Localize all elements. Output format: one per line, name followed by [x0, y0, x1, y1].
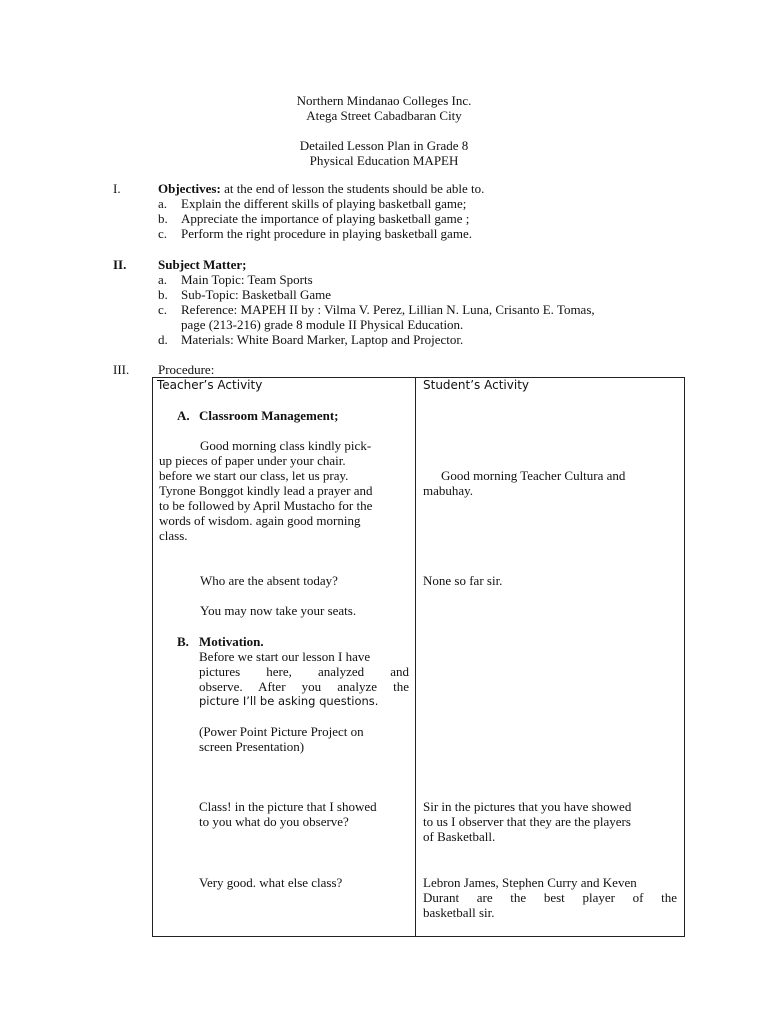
- section-b-title: Motivation.: [199, 634, 264, 649]
- motivation-line: Before we start our lesson I have: [199, 649, 371, 664]
- teacher-greeting-line: words of wisdom. again good morning: [159, 513, 361, 528]
- section-a-title: Classroom Management;: [199, 408, 339, 423]
- school-name: Northern Mindanao Colleges Inc.: [296, 93, 472, 108]
- subject-item-text: Main Topic: Team Sports: [181, 272, 313, 287]
- student-else-line: Durant are the best player of the: [423, 890, 677, 905]
- objectives-intro: at the end of lesson the students should be able to.: [220, 181, 485, 196]
- objective-item-text: Perform the right procedure in playing basketball game.: [181, 226, 472, 241]
- procedure-numeral: III.: [113, 362, 130, 377]
- student-observe-line: to us I observer that they are the players: [423, 814, 631, 829]
- student-absent-answer: None so far sir.: [423, 573, 503, 588]
- teacher-greeting-line: to be followed by April Mustacho for the: [159, 498, 373, 513]
- procedure-heading: Procedure:: [158, 362, 215, 377]
- objective-item-letter: a.: [158, 196, 168, 211]
- teacher-observe-line: Class! in the picture that I showed: [199, 799, 377, 814]
- subject-item-letter: a.: [158, 272, 168, 287]
- section-a-letter: A.: [177, 408, 190, 423]
- subject-matter-heading: Subject Matter;: [158, 257, 247, 272]
- student-observe-line: of Basketball.: [423, 829, 496, 844]
- subject-item-text: page (213-216) grade 8 module II Physical Education.: [181, 317, 464, 332]
- lesson-plan-subject: Physical Education MAPEH: [309, 153, 459, 168]
- teacher-greeting-line: up pieces of paper under your chair.: [159, 453, 346, 468]
- teacher-observe-line: to you what do you observe?: [199, 814, 349, 829]
- lesson-plan-title: Detailed Lesson Plan in Grade 8: [299, 138, 469, 153]
- teacher-activity-header: Teacher’s Activity: [157, 378, 263, 392]
- student-else-line: Lebron James, Stephen Curry and Keven: [423, 875, 637, 890]
- presentation-line: screen Presentation): [199, 739, 305, 754]
- objectives-numeral: I.: [113, 181, 121, 196]
- objectives-heading: Objectives:: [158, 181, 221, 196]
- teacher-seats-instruction: You may now take your seats.: [200, 603, 357, 618]
- teacher-greeting-line: Tyrone Bonggot kindly lead a prayer and: [159, 483, 373, 498]
- student-else-line: basketball sir.: [423, 905, 495, 920]
- objectives-line: [158, 181, 484, 196]
- student-observe-line: Sir in the pictures that you have showed: [423, 799, 632, 814]
- subject-item-text: Reference: MAPEH II by : Vilma V. Perez, Lillian N. Luna, Crisanto E. Tomas,: [181, 302, 595, 317]
- motivation-line: observe. After you analyze the: [199, 679, 409, 694]
- motivation-line: picture I’ll be asking questions.: [199, 694, 379, 708]
- teacher-greeting-line: class.: [159, 528, 188, 543]
- subject-item-text: Sub-Topic: Basketball Game: [181, 287, 332, 302]
- table-column-divider: [415, 377, 416, 937]
- student-activity-header: Student’s Activity: [423, 378, 529, 392]
- subject-item-letter: c.: [158, 302, 168, 317]
- student-greeting-line: mabuhay.: [423, 483, 474, 498]
- motivation-line: pictures here, analyzed and: [199, 664, 409, 679]
- teacher-greeting-line: Good morning class kindly pick-: [200, 438, 372, 453]
- teacher-absent-question: Who are the absent today?: [200, 573, 338, 588]
- teacher-else-question: Very good. what else class?: [199, 875, 343, 890]
- teacher-greeting-line: before we start our class, let us pray.: [159, 468, 349, 483]
- presentation-line: (Power Point Picture Project on: [199, 724, 364, 739]
- subject-item-letter: b.: [158, 287, 168, 302]
- objective-item-text: Appreciate the importance of playing basketball game ;: [181, 211, 470, 226]
- subject-item-text: Materials: White Board Marker, Laptop and Projector.: [181, 332, 464, 347]
- section-b-letter: B.: [177, 634, 189, 649]
- school-address: Atega Street Cabadbaran City: [306, 108, 462, 123]
- objective-item-text: Explain the different skills of playing basketball game;: [181, 196, 467, 211]
- student-greeting-line: Good morning Teacher Cultura and: [441, 468, 626, 483]
- subject-item-letter: d.: [158, 332, 168, 347]
- objective-item-letter: b.: [158, 211, 168, 226]
- subject-matter-numeral: II.: [113, 257, 127, 272]
- objective-item-letter: c.: [158, 226, 168, 241]
